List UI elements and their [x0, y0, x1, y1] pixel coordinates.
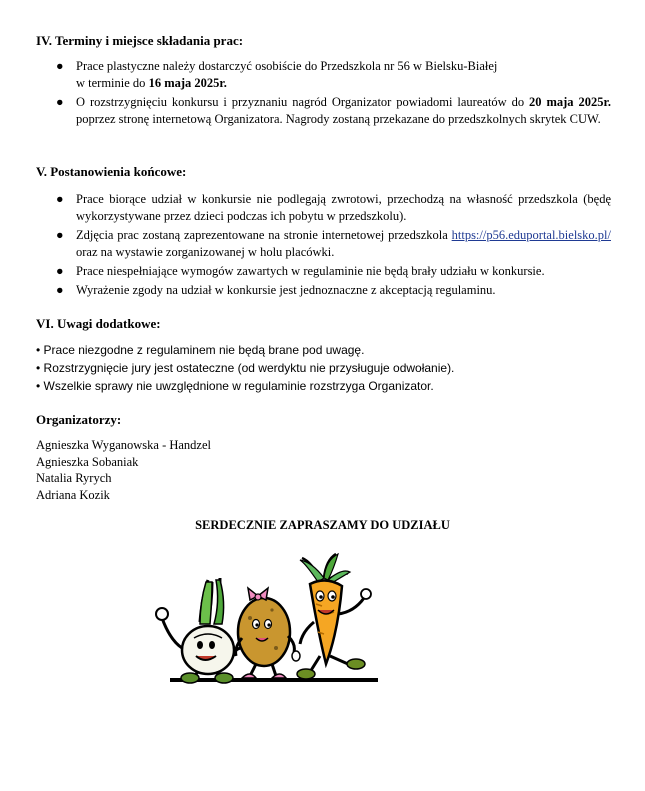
organizer-name: Adriana Kozik: [36, 487, 110, 502]
deadline-date: 16 maja 2025r.: [148, 76, 227, 90]
potato-character: [236, 588, 300, 678]
section-6-heading: VI. Uwagi dodatkowe:: [36, 316, 161, 331]
results-date: 20 maja 2025r.: [529, 95, 611, 109]
section-5-heading: V. Postanowienia końcowe:: [36, 164, 187, 179]
organizer-name: Agnieszka Wyganowska - Handzel: [36, 438, 211, 452]
item-text: oraz na wystawie zorganizowanej w holu placówki.: [76, 245, 335, 259]
organizer-name: Agnieszka Sobaniak: [36, 454, 139, 469]
list-item: [56, 263, 611, 280]
school-website-link[interactable]: https://p56.eduportal.bielsko.pl/: [451, 228, 611, 242]
bullet-icon: ●: [56, 192, 64, 206]
section-4-heading: IV. Terminy i miejsce składania prac:: [36, 33, 244, 48]
item-text: Zdjęcia prac zostaną zaprezentowane na stronie internetowej przedszkola: [76, 228, 452, 242]
bullet-icon: ●: [56, 264, 64, 278]
list-item: [56, 191, 611, 225]
onion-character: [156, 578, 248, 683]
organizer-name: Natalia Ryrych: [36, 471, 112, 485]
organizers-heading: Organizatorzy:: [36, 412, 122, 427]
note-line: • Rozstrzygnięcie jury jest ostateczne (od werdyktu nie przysługuje odwołanie).: [36, 361, 455, 375]
item-text: Prace plastyczne należy dostarczyć osobiście do Przedszkola nr 56 w Bielsku-Białej: [76, 59, 498, 73]
list-item: [56, 282, 611, 299]
bullet-icon: ●: [56, 95, 64, 109]
note-line: • Wszelkie sprawy nie uwzględnione w regulaminie rozstrzyga Organizator.: [36, 379, 434, 393]
item-text: poprzez stronę internetową Organizatora. Nagrody zostaną przekazane do przedszkolnych skrytek CUW.: [76, 112, 601, 126]
item-text: Prace niespełniające wymogów zawartych w regulaminie nie będą brały udziału w konkursie.: [76, 264, 545, 278]
list-item: [56, 227, 611, 261]
vegetables-illustration: [150, 552, 382, 686]
list-item: [56, 58, 611, 92]
invitation-heading: SERDECZNIE ZAPRASZAMY DO UDZIAŁU: [195, 518, 450, 532]
notes-block: [36, 341, 454, 395]
carrot-character: [297, 554, 371, 679]
bullet-icon: ●: [56, 228, 64, 242]
organizers-list: [36, 437, 211, 503]
item-text: Wyrażenie zgody na udział w konkursie jest jednoznaczne z akceptacją regulaminu.: [76, 283, 496, 297]
bullet-icon: ●: [56, 59, 64, 73]
list-item: [56, 94, 611, 128]
bullet-icon: ●: [56, 283, 64, 297]
item-text: O rozstrzygnięciu konkursu i przyznaniu nagród Organizator powiadomi laureatów do: [76, 95, 530, 109]
section-5-list: [56, 191, 611, 299]
section-4-list: [56, 58, 611, 128]
note-line: • Prace niezgodne z regulaminem nie będą brane pod uwagę.: [36, 343, 365, 357]
item-text: Prace biorące udział w konkursie nie podlegają zwrotowi, przechodzą na własność przedszkola (będę wykorzystywane przez dzieci podczas ich pobytu w przedszkolu).: [76, 192, 611, 223]
item-text: w terminie do: [76, 76, 149, 90]
